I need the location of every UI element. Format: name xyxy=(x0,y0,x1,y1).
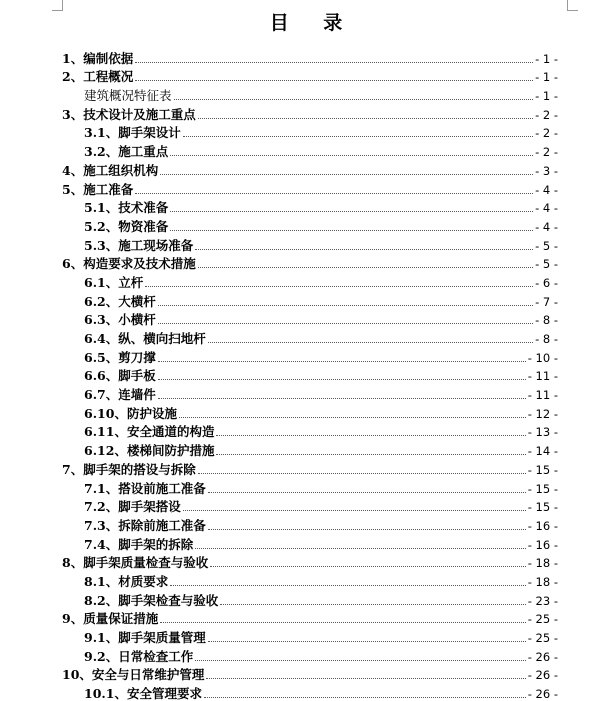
toc-entry-page: - 26 - xyxy=(527,649,558,664)
toc-dot-leader xyxy=(204,696,526,698)
toc-dot-leader xyxy=(174,98,534,100)
toc-entry-label: 6、构造要求及技术措施 xyxy=(62,256,196,272)
toc-entry-page: - 15 - xyxy=(527,462,558,477)
toc-entry[interactable] xyxy=(62,253,558,272)
toc-entry-page: - 2 - xyxy=(535,145,558,160)
toc-entry[interactable] xyxy=(62,589,558,608)
toc-entry-page: - 11 - xyxy=(527,369,558,384)
toc-entry-label: 3.2、施工重点 xyxy=(84,144,169,160)
toc-entry-label: 7.4、脚手架的拆除 xyxy=(84,536,194,552)
toc-entry-page: - 14 - xyxy=(527,444,558,459)
toc-entry-label: 7.3、拆除前施工准备 xyxy=(84,517,206,533)
toc-entry-label: 7、脚手架的搭设与拆除 xyxy=(62,461,196,477)
toc-entry-label: 7.2、脚手架搭设 xyxy=(84,499,181,515)
toc-entry-page: - 15 - xyxy=(527,500,558,515)
toc-entry-label: 6.6、脚手板 xyxy=(84,368,156,384)
toc-entry[interactable] xyxy=(62,346,558,365)
toc-entry-page: - 3 - xyxy=(535,163,558,178)
toc-entry[interactable] xyxy=(62,47,558,66)
toc-entry-page: - 12 - xyxy=(527,406,558,421)
toc-dot-leader xyxy=(195,248,533,250)
toc-entry[interactable] xyxy=(62,271,558,290)
toc-entry-page: - 8 - xyxy=(535,332,558,346)
toc-entry-label: 6.2、大横杆 xyxy=(84,293,156,309)
toc-dot-leader xyxy=(195,659,526,661)
toc-entry-label: 5.3、施工现场准备 xyxy=(84,237,194,253)
toc-entry-page: - 26 - xyxy=(527,668,558,683)
toc-entry-page: - 7 - xyxy=(535,294,558,309)
toc-entry[interactable] xyxy=(62,103,558,122)
toc-entry-page: - 1 - xyxy=(535,89,558,104)
toc-entry-page: - 1 - xyxy=(535,51,558,66)
toc-entry-page: - 15 - xyxy=(527,481,558,496)
toc-entry-label: 6.5、剪刀撑 xyxy=(84,349,156,365)
toc-entry[interactable] xyxy=(62,309,558,328)
toc-entry-page: - 2 - xyxy=(535,126,558,141)
toc-entry[interactable] xyxy=(62,496,558,515)
toc-entry-label: 5、施工准备 xyxy=(62,181,134,197)
toc-entry-page: - 5 - xyxy=(535,257,558,272)
toc-dot-leader xyxy=(206,677,525,679)
toc-entry[interactable] xyxy=(62,402,558,421)
toc-dot-leader xyxy=(220,603,526,605)
toc-dot-leader xyxy=(158,360,526,362)
toc-dot-leader xyxy=(183,135,533,137)
toc-entry-page: - 25 - xyxy=(527,612,558,627)
toc-entry[interactable] xyxy=(62,608,558,627)
toc-dot-leader xyxy=(198,472,526,474)
toc-entry[interactable] xyxy=(62,421,558,440)
toc-dot-leader xyxy=(158,397,526,399)
toc-dot-leader xyxy=(208,528,526,530)
toc-entry-page: - 2 - xyxy=(535,107,558,122)
toc-entry-label: 9、质量保证措施 xyxy=(62,611,159,627)
toc-entry[interactable] xyxy=(62,215,558,234)
toc-dot-leader xyxy=(170,229,533,231)
toc-entry[interactable] xyxy=(62,159,558,178)
toc-dot-leader xyxy=(135,79,533,81)
toc-dot-leader xyxy=(198,266,533,268)
toc-entry-label: 6.12、楼梯间防护措施 xyxy=(84,443,215,459)
toc-dot-leader xyxy=(160,173,533,175)
toc-dot-leader xyxy=(195,547,526,549)
toc-entry-label: 3.1、脚手架设计 xyxy=(84,125,181,141)
toc-dot-leader xyxy=(198,117,533,119)
toc-dot-leader xyxy=(216,453,525,455)
toc-entry[interactable] xyxy=(62,84,558,103)
toc-entry[interactable] xyxy=(62,570,558,589)
toc-entry-label: 10.1、安全管理要求 xyxy=(84,686,202,701)
toc-entry-label: 6.11、安全通道的构造 xyxy=(84,424,215,440)
toc-entry-page: - 16 - xyxy=(527,537,558,552)
toc-dot-leader xyxy=(208,341,533,343)
toc-entry-page: - 4 - xyxy=(535,182,558,197)
toc-dot-leader xyxy=(170,210,533,212)
toc-entry[interactable] xyxy=(62,439,558,458)
toc-entry-page: - 10 - xyxy=(527,350,558,365)
toc-entry-page: - 25 - xyxy=(527,631,558,645)
toc-dot-leader xyxy=(145,285,533,287)
toc-dot-leader xyxy=(208,491,526,493)
toc-entry-label: 5.2、物资准备 xyxy=(84,218,169,234)
toc-entry-label: 9.2、日常检查工作 xyxy=(84,648,194,664)
toc-entry-label: 2、工程概况 xyxy=(62,69,134,85)
toc-dot-leader xyxy=(160,621,526,623)
toc-dot-leader xyxy=(170,584,526,586)
toc-entry-label: 8.1、材质要求 xyxy=(84,573,169,589)
toc-dot-leader xyxy=(170,154,533,156)
toc-entry-page: - 11 - xyxy=(527,388,558,403)
toc-entry-label: 9.1、脚手架质量管理 xyxy=(84,630,206,645)
toc-entry[interactable] xyxy=(62,365,558,384)
toc-entry[interactable] xyxy=(62,140,558,159)
toc-entry-label: 7.1、搭设前施工准备 xyxy=(84,480,206,496)
toc-entry-label: 建筑概况特征表 xyxy=(84,88,172,104)
toc-entry-page: - 13 - xyxy=(527,425,558,440)
toc-entry-label: 6.10、防护设施 xyxy=(84,405,177,421)
toc-dot-leader xyxy=(210,565,526,567)
toc-entry-label: 5.1、技术准备 xyxy=(84,200,169,216)
toc-dot-leader xyxy=(158,322,533,324)
toc-entry[interactable] xyxy=(62,664,558,683)
toc-dot-leader xyxy=(208,640,526,642)
toc-entry-label: 10、安全与日常维护管理 xyxy=(62,667,205,683)
toc-entry[interactable] xyxy=(62,477,558,496)
toc-entry[interactable] xyxy=(62,645,558,664)
toc-entry-label: 6.3、小横杆 xyxy=(84,312,156,328)
toc-entry[interactable] xyxy=(62,682,558,701)
toc-entry-label: 6.7、连墙件 xyxy=(84,387,156,403)
toc-entry-page: - 18 - xyxy=(527,574,558,589)
toc-entry[interactable] xyxy=(62,552,558,571)
toc-entry-page: - 18 - xyxy=(527,556,558,571)
toc-dot-leader xyxy=(135,192,533,194)
toc-entry-label: 3、技术设计及施工重点 xyxy=(62,106,196,122)
toc-dot-leader xyxy=(183,509,526,511)
toc-entry[interactable] xyxy=(62,197,558,216)
toc-entry-page: - 5 - xyxy=(535,238,558,253)
toc-entry[interactable] xyxy=(62,122,558,141)
toc-dot-leader xyxy=(158,304,533,306)
toc-entry-label: 6.4、纵、横向扫地杆 xyxy=(84,331,206,346)
toc-entry-page: - 16 - xyxy=(527,518,558,533)
toc-dot-leader xyxy=(216,434,525,436)
toc-entry[interactable] xyxy=(62,327,558,346)
toc-entry[interactable] xyxy=(62,66,558,85)
toc-entry[interactable] xyxy=(62,514,558,533)
toc-entry[interactable] xyxy=(62,626,558,645)
toc-entry-page: - 4 - xyxy=(535,219,558,234)
toc-entry-page: - 8 - xyxy=(535,313,558,328)
toc-entry-page: - 23 - xyxy=(527,593,558,608)
toc-entry-label: 1、编制依据 xyxy=(62,50,134,66)
page-title: 目 录 xyxy=(269,12,357,34)
toc-entry-page: - 6 - xyxy=(535,275,558,290)
toc-dot-leader xyxy=(179,416,526,418)
toc-entry[interactable] xyxy=(62,533,558,552)
toc-entry-label: 8.2、脚手架检查与验收 xyxy=(84,592,219,608)
toc-entry-page: - 26 - xyxy=(527,687,558,701)
toc-entry-page: - 4 - xyxy=(535,201,558,216)
toc-entry[interactable] xyxy=(62,290,558,309)
toc-entry-page: - 1 - xyxy=(535,70,558,85)
toc-entry-label: 8、脚手架质量检查与验收 xyxy=(62,555,209,571)
toc-entry[interactable] xyxy=(62,383,558,402)
table-of-contents xyxy=(62,47,558,701)
toc-entry[interactable] xyxy=(62,234,558,253)
toc-entry-label: 6.1、立杆 xyxy=(84,274,144,290)
toc-dot-leader xyxy=(135,61,533,63)
toc-entry-label: 4、施工组织机构 xyxy=(62,162,159,178)
toc-entry[interactable] xyxy=(62,178,558,197)
toc-entry[interactable] xyxy=(62,458,558,477)
toc-dot-leader xyxy=(158,378,526,380)
